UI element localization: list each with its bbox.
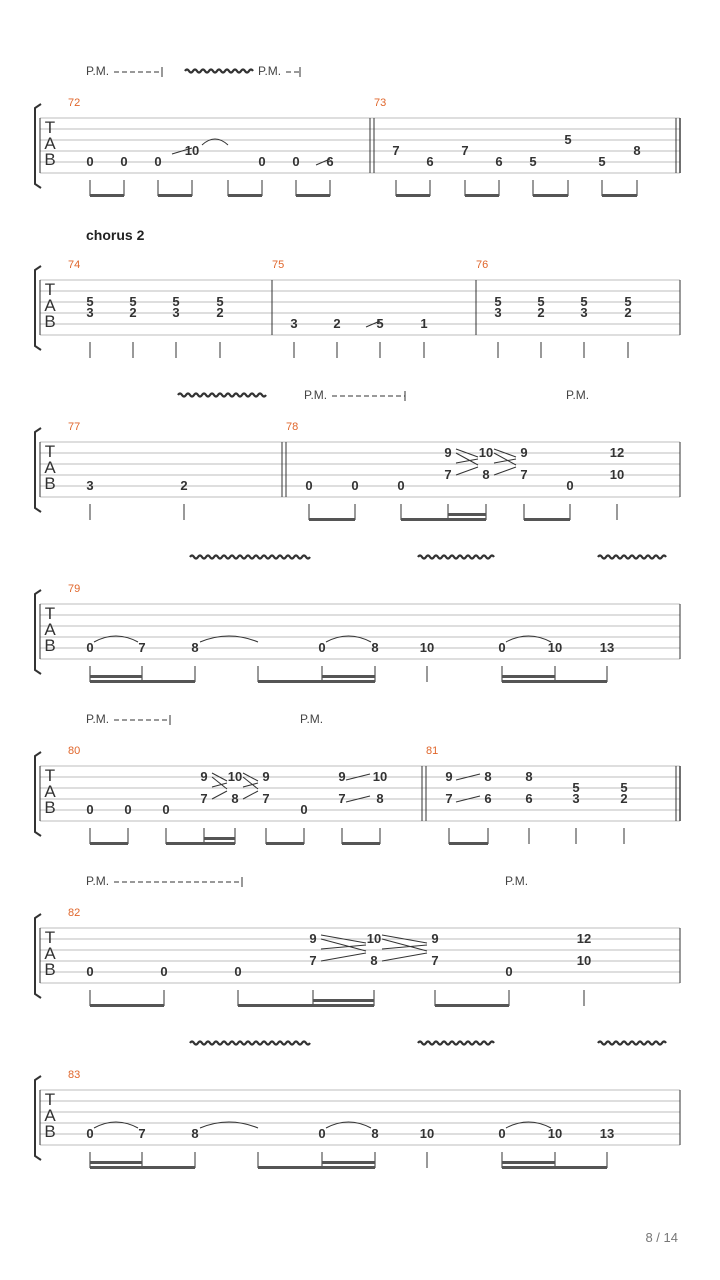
fret-number: 0 xyxy=(154,154,162,169)
fret-number: 9 xyxy=(338,769,346,784)
fret-number: 0 xyxy=(86,1126,94,1141)
section-label: chorus 2 xyxy=(86,227,145,243)
palm-mute-label: P.M. xyxy=(258,64,282,78)
fret-number: 7 xyxy=(431,953,439,968)
fret-number: 0 xyxy=(234,964,242,979)
fret-number: 9 xyxy=(520,445,528,460)
tab-system-1 xyxy=(35,64,680,197)
note-beam xyxy=(342,842,380,845)
fret-number: 3 xyxy=(172,305,180,320)
palm-mute-label: P.M. xyxy=(300,712,324,726)
measure-number: 82 xyxy=(68,907,81,919)
fret-number: 0 xyxy=(86,964,94,979)
tab-clef-letter: T xyxy=(44,280,56,299)
fret-number: 0 xyxy=(258,154,266,169)
tab-clef-letter: T xyxy=(44,118,56,137)
tab-clef-letter: T xyxy=(44,928,56,947)
palm-mute-label: P.M. xyxy=(304,388,328,402)
measure-number: 74 xyxy=(68,259,81,271)
fret-number: 0 xyxy=(351,478,359,493)
fret-number: 5 xyxy=(564,132,572,147)
vibrato-mark xyxy=(418,556,494,559)
fret-number: 5 xyxy=(624,294,632,309)
measure-number: 81 xyxy=(426,745,439,757)
note-beam xyxy=(502,680,607,683)
fret-number: 10 xyxy=(184,143,200,158)
tab-system-4 xyxy=(35,583,680,683)
fret-number: 8 xyxy=(633,143,641,158)
fret-number: 8 xyxy=(371,1126,379,1141)
fret-number: 0 xyxy=(397,478,405,493)
fret-number: 12 xyxy=(576,931,592,946)
fret-number: 8 xyxy=(231,791,239,806)
palm-mute-label: P.M. xyxy=(566,388,590,402)
fret-number: 8 xyxy=(370,953,378,968)
fret-number: 7 xyxy=(262,791,270,806)
fret-number: 0 xyxy=(124,802,132,817)
fret-number: 5 xyxy=(580,294,588,309)
note-beam xyxy=(524,518,570,521)
page-number-label: 8 / 14 xyxy=(645,1230,678,1245)
fret-number: 13 xyxy=(599,1126,615,1141)
palm-mute-label: P.M. xyxy=(86,874,110,888)
note-beam xyxy=(396,194,430,197)
fret-number: 0 xyxy=(566,478,574,493)
fret-number: 8 xyxy=(525,769,533,784)
note-beam xyxy=(266,842,304,845)
measure-number: 79 xyxy=(68,583,81,595)
note-beam xyxy=(158,194,192,197)
fret-number: 3 xyxy=(290,316,298,331)
vibrato-mark xyxy=(190,1042,310,1045)
fret-number: 5 xyxy=(86,294,94,309)
measure-number: 75 xyxy=(272,259,285,271)
tab-clef-letter: A xyxy=(44,458,56,477)
note-beam xyxy=(90,1161,142,1164)
fret-number: 9 xyxy=(309,931,317,946)
fret-number: 7 xyxy=(138,640,146,655)
fret-number: 7 xyxy=(461,143,469,158)
vibrato-mark xyxy=(598,556,666,559)
note-beam xyxy=(204,837,235,840)
palm-mute-label: P.M. xyxy=(86,712,110,726)
fret-number: 2 xyxy=(624,305,632,320)
note-beam xyxy=(602,194,637,197)
tab-system-3 xyxy=(35,388,680,521)
tab-clef-letter: A xyxy=(44,296,56,315)
fret-number: 2 xyxy=(216,305,224,320)
fret-number: 3 xyxy=(580,305,588,320)
fret-number: 10 xyxy=(366,931,382,946)
fret-number: 2 xyxy=(537,305,545,320)
note-beam xyxy=(90,1166,195,1169)
fret-number: 0 xyxy=(505,964,513,979)
fret-number: 9 xyxy=(262,769,270,784)
fret-number: 8 xyxy=(376,791,384,806)
note-beam xyxy=(90,680,195,683)
fret-number: 10 xyxy=(478,445,494,460)
fret-number: 0 xyxy=(498,640,506,655)
page-indicator xyxy=(645,1230,678,1245)
fret-number: 0 xyxy=(86,640,94,655)
fret-number: 2 xyxy=(333,316,341,331)
fret-number: 8 xyxy=(191,1126,199,1141)
tab-system-6 xyxy=(35,874,680,1007)
fret-number: 0 xyxy=(162,802,170,817)
fret-number: 1 xyxy=(420,316,428,331)
fret-number: 9 xyxy=(431,931,439,946)
fret-number: 10 xyxy=(576,953,592,968)
fret-number: 7 xyxy=(392,143,400,158)
note-beam xyxy=(309,518,355,521)
fret-number: 12 xyxy=(609,445,625,460)
fret-number: 5 xyxy=(129,294,137,309)
tab-clef-letter: A xyxy=(44,782,56,801)
fret-number: 6 xyxy=(525,791,533,806)
note-beam xyxy=(90,675,142,678)
note-beam xyxy=(258,680,375,683)
measure-number: 80 xyxy=(68,745,81,757)
tab-clef-letter: A xyxy=(44,944,56,963)
vibrato-mark xyxy=(418,1042,494,1045)
fret-number: 3 xyxy=(86,478,94,493)
fret-number: 5 xyxy=(537,294,545,309)
fret-number: 6 xyxy=(426,154,434,169)
tab-clef-letter: B xyxy=(44,150,56,169)
vibrato-mark xyxy=(178,394,266,397)
fret-number: 5 xyxy=(172,294,180,309)
fret-number: 6 xyxy=(484,791,492,806)
tab-system-5 xyxy=(35,712,680,845)
fret-number: 0 xyxy=(305,478,313,493)
note-beam xyxy=(502,1166,607,1169)
fret-number: 0 xyxy=(300,802,308,817)
fret-number: 7 xyxy=(309,953,317,968)
vibrato-mark xyxy=(185,70,253,73)
tab-clef-letter: B xyxy=(44,1122,56,1141)
vibrato-mark xyxy=(598,1042,666,1045)
fret-number: 5 xyxy=(620,780,628,795)
fret-number: 7 xyxy=(520,467,528,482)
fret-number: 3 xyxy=(86,305,94,320)
fret-number: 7 xyxy=(445,791,453,806)
note-beam xyxy=(322,1161,375,1164)
fret-number: 9 xyxy=(444,445,452,460)
note-beam xyxy=(502,1161,555,1164)
fret-number: 0 xyxy=(86,154,94,169)
note-beam xyxy=(90,842,128,845)
note-beam xyxy=(90,194,124,197)
tab-clef-letter: T xyxy=(44,1090,56,1109)
tab-clef-letter: B xyxy=(44,960,56,979)
fret-number: 8 xyxy=(482,467,490,482)
fret-number: 0 xyxy=(318,1126,326,1141)
palm-mute-label: P.M. xyxy=(505,874,529,888)
fret-number: 3 xyxy=(572,791,580,806)
fret-number: 0 xyxy=(120,154,128,169)
fret-number: 0 xyxy=(498,1126,506,1141)
palm-mute-label: P.M. xyxy=(86,64,110,78)
measure-number: 73 xyxy=(374,97,387,109)
fret-number: 13 xyxy=(599,640,615,655)
tab-clef-letter: A xyxy=(44,1106,56,1125)
tab-clef-letter: B xyxy=(44,474,56,493)
note-beam xyxy=(90,1004,164,1007)
fret-number: 10 xyxy=(227,769,243,784)
measure-number: 83 xyxy=(68,1069,81,1081)
fret-number: 10 xyxy=(609,467,625,482)
fret-number: 10 xyxy=(547,640,563,655)
fret-number: 0 xyxy=(292,154,300,169)
fret-number: 7 xyxy=(138,1126,146,1141)
note-beam xyxy=(322,675,375,678)
note-beam xyxy=(449,842,488,845)
fret-number: 10 xyxy=(547,1126,563,1141)
measure-number: 77 xyxy=(68,421,81,433)
tab-clef-letter: B xyxy=(44,312,56,331)
fret-number: 0 xyxy=(86,802,94,817)
measure-number: 76 xyxy=(476,259,489,271)
note-beam xyxy=(502,675,555,678)
note-beam xyxy=(258,1166,375,1169)
fret-number: 5 xyxy=(216,294,224,309)
fret-number: 10 xyxy=(372,769,388,784)
fret-number: 7 xyxy=(444,467,452,482)
note-beam xyxy=(465,194,499,197)
fret-number: 2 xyxy=(180,478,188,493)
fret-number: 5 xyxy=(529,154,537,169)
vibrato-mark xyxy=(190,556,310,559)
fret-number: 7 xyxy=(338,791,346,806)
note-beam xyxy=(228,194,262,197)
fret-number: 5 xyxy=(376,316,384,331)
note-beam xyxy=(435,1004,509,1007)
fret-number: 9 xyxy=(445,769,453,784)
fret-number: 0 xyxy=(318,640,326,655)
tab-clef-letter: A xyxy=(44,134,56,153)
fret-number: 5 xyxy=(572,780,580,795)
tab-system-2 xyxy=(35,227,680,358)
measure-number: 72 xyxy=(68,97,81,109)
tab-clef-letter: A xyxy=(44,620,56,639)
fret-number: 2 xyxy=(620,791,628,806)
tab-clef-letter: T xyxy=(44,604,56,623)
fret-number: 9 xyxy=(200,769,208,784)
note-beam xyxy=(533,194,568,197)
fret-number: 8 xyxy=(371,640,379,655)
fret-number: 7 xyxy=(200,791,208,806)
measure-number: 78 xyxy=(286,421,299,433)
note-beam xyxy=(401,518,486,521)
tab-clef-letter: T xyxy=(44,766,56,785)
fret-number: 8 xyxy=(484,769,492,784)
tab-clef-letter: B xyxy=(44,798,56,817)
tab-clef-letter: B xyxy=(44,636,56,655)
note-beam xyxy=(448,513,486,516)
fret-number: 8 xyxy=(191,640,199,655)
fret-number: 6 xyxy=(495,154,503,169)
fret-number: 6 xyxy=(326,154,334,169)
tab-system-7 xyxy=(35,1069,680,1169)
fret-number: 5 xyxy=(494,294,502,309)
fret-number: 2 xyxy=(129,305,137,320)
note-beam xyxy=(166,842,235,845)
note-beam xyxy=(313,999,374,1002)
note-beam xyxy=(238,1004,374,1007)
fret-number: 5 xyxy=(598,154,606,169)
fret-number: 3 xyxy=(494,305,502,320)
note-beam xyxy=(296,194,330,197)
fret-number: 10 xyxy=(419,1126,435,1141)
fret-number: 10 xyxy=(419,640,435,655)
tab-clef-letter: T xyxy=(44,442,56,461)
fret-number: 0 xyxy=(160,964,168,979)
